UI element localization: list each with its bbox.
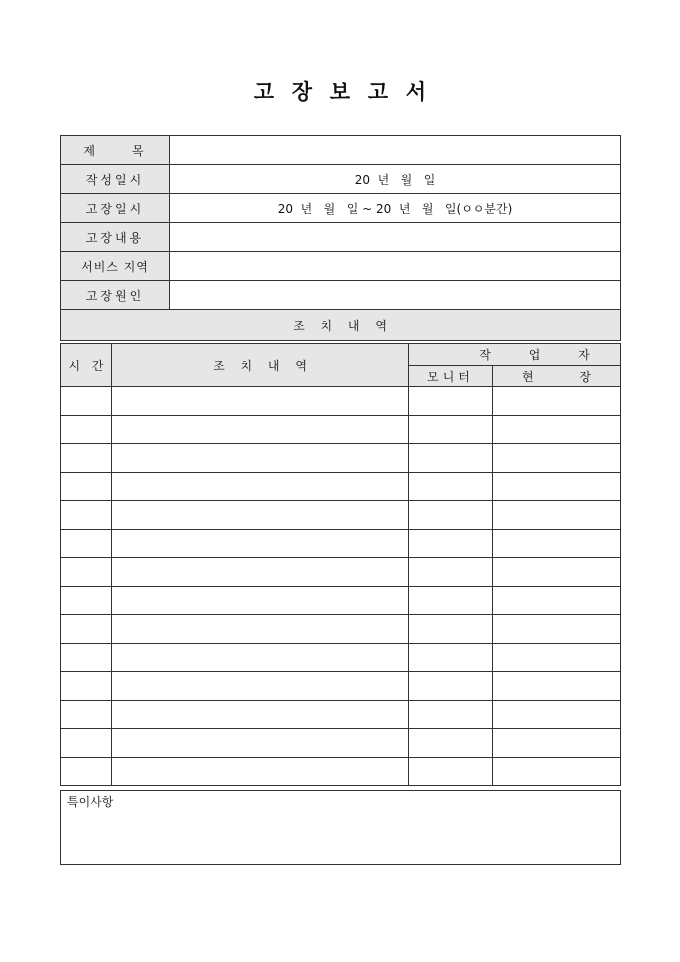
table-row xyxy=(61,672,621,701)
cell-monitor[interactable] xyxy=(409,415,493,444)
row-fault-content xyxy=(61,223,621,252)
row-fault-date xyxy=(61,194,621,223)
cell-monitor[interactable] xyxy=(409,387,493,416)
cell-action[interactable] xyxy=(112,700,409,729)
field-written-date[interactable]: 20 년 월 일 xyxy=(170,165,621,194)
notes-box[interactable] xyxy=(60,790,621,865)
field-subject[interactable] xyxy=(170,136,621,165)
cell-monitor[interactable] xyxy=(409,558,493,587)
header-monitor: 모니터 xyxy=(409,366,493,387)
cell-site[interactable] xyxy=(493,672,621,701)
section-title-actions: 조 치 내 역 xyxy=(61,310,621,341)
cell-action[interactable] xyxy=(112,444,409,473)
action-log-table xyxy=(60,343,621,786)
cell-site[interactable] xyxy=(493,415,621,444)
cell-site[interactable] xyxy=(493,729,621,758)
cell-time[interactable] xyxy=(61,615,112,644)
field-fault-cause[interactable] xyxy=(170,281,621,310)
field-service-area[interactable] xyxy=(170,252,621,281)
cell-site[interactable] xyxy=(493,615,621,644)
table-row xyxy=(61,529,621,558)
table-row xyxy=(61,643,621,672)
table-row xyxy=(61,415,621,444)
cell-site[interactable] xyxy=(493,529,621,558)
row-section-title xyxy=(61,310,621,341)
cell-monitor[interactable] xyxy=(409,472,493,501)
table-row xyxy=(61,586,621,615)
label-written-date: 작성일시 xyxy=(61,165,170,194)
cell-action[interactable] xyxy=(112,501,409,530)
table-row xyxy=(61,444,621,473)
cell-site[interactable] xyxy=(493,387,621,416)
cell-site[interactable] xyxy=(493,586,621,615)
label-fault-date: 고장일시 xyxy=(61,194,170,223)
table-row xyxy=(61,729,621,758)
cell-monitor[interactable] xyxy=(409,529,493,558)
cell-action[interactable] xyxy=(112,472,409,501)
cell-action[interactable] xyxy=(112,387,409,416)
cell-time[interactable] xyxy=(61,700,112,729)
cell-time[interactable] xyxy=(61,558,112,587)
cell-monitor[interactable] xyxy=(409,700,493,729)
grid-body xyxy=(61,387,621,786)
table-row xyxy=(61,387,621,416)
cell-action[interactable] xyxy=(112,643,409,672)
label-service-area: 서비스 지역 xyxy=(61,252,170,281)
cell-action[interactable] xyxy=(112,586,409,615)
cell-monitor[interactable] xyxy=(409,672,493,701)
cell-action[interactable] xyxy=(112,672,409,701)
cell-site[interactable] xyxy=(493,444,621,473)
cell-monitor[interactable] xyxy=(409,501,493,530)
header-time: 시 간 xyxy=(61,344,112,387)
cell-action[interactable] xyxy=(112,415,409,444)
table-row xyxy=(61,757,621,786)
cell-time[interactable] xyxy=(61,415,112,444)
cell-site[interactable] xyxy=(493,757,621,786)
page-title: 고 장 보 고 서 xyxy=(253,79,427,104)
cell-site[interactable] xyxy=(493,643,621,672)
cell-time[interactable] xyxy=(61,729,112,758)
field-fault-date[interactable]: 20 년 월 일 ~ 20 년 월 일(ㅇㅇ분간) xyxy=(170,194,621,223)
cell-monitor[interactable] xyxy=(409,643,493,672)
table-row xyxy=(61,558,621,587)
row-service-area xyxy=(61,252,621,281)
cell-site[interactable] xyxy=(493,558,621,587)
cell-action[interactable] xyxy=(112,615,409,644)
grid-header-row-1 xyxy=(61,344,621,366)
cell-action[interactable] xyxy=(112,729,409,758)
label-fault-content: 고장내용 xyxy=(61,223,170,252)
cell-monitor[interactable] xyxy=(409,586,493,615)
notes-label: 특이사항 xyxy=(67,795,114,809)
table-row xyxy=(61,472,621,501)
cell-time[interactable] xyxy=(61,757,112,786)
table-row xyxy=(61,501,621,530)
cell-monitor[interactable] xyxy=(409,729,493,758)
cell-time[interactable] xyxy=(61,586,112,615)
cell-site[interactable] xyxy=(493,700,621,729)
cell-time[interactable] xyxy=(61,643,112,672)
cell-time[interactable] xyxy=(61,472,112,501)
cell-monitor[interactable] xyxy=(409,757,493,786)
field-fault-content[interactable] xyxy=(170,223,621,252)
row-subject xyxy=(61,136,621,165)
label-subject: 제 목 xyxy=(61,136,170,165)
label-fault-cause: 고장원인 xyxy=(61,281,170,310)
header-site: 현 장 xyxy=(493,366,621,387)
cell-site[interactable] xyxy=(493,472,621,501)
cell-action[interactable] xyxy=(112,529,409,558)
cell-monitor[interactable] xyxy=(409,615,493,644)
table-row xyxy=(61,615,621,644)
cell-time[interactable] xyxy=(61,501,112,530)
cell-time[interactable] xyxy=(61,529,112,558)
cell-site[interactable] xyxy=(493,501,621,530)
table-row xyxy=(61,700,621,729)
cell-monitor[interactable] xyxy=(409,444,493,473)
cell-time[interactable] xyxy=(61,672,112,701)
cell-action[interactable] xyxy=(112,558,409,587)
header-action: 조 치 내 역 xyxy=(112,344,409,387)
cell-action[interactable] xyxy=(112,757,409,786)
report-info-table xyxy=(60,135,621,341)
row-written-date xyxy=(61,165,621,194)
header-worker: 작 업 자 xyxy=(409,344,621,366)
cell-time[interactable] xyxy=(61,387,112,416)
row-fault-cause xyxy=(61,281,621,310)
cell-time[interactable] xyxy=(61,444,112,473)
